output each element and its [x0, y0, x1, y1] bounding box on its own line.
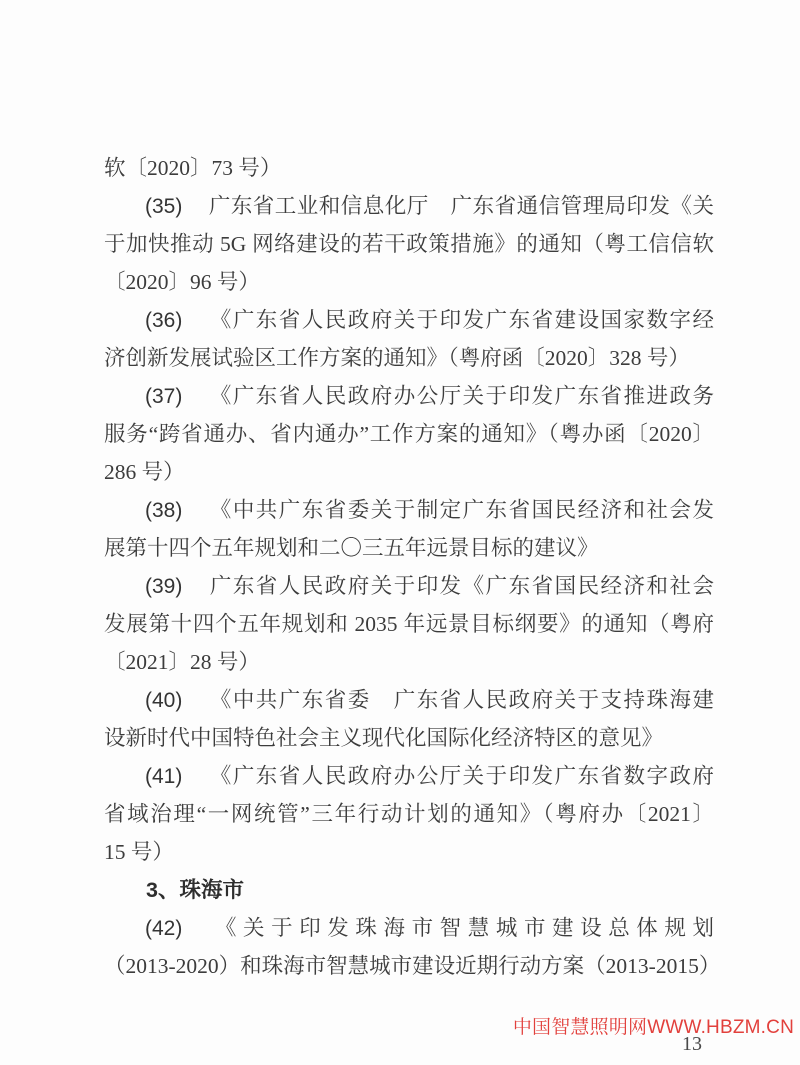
item-text: 《广东省人民政府关于印发广东省建设国家数字经 [208, 308, 714, 332]
item-text: 广东省工业和信息化厅 广东省通信管理局印发《关 [208, 194, 714, 218]
item-number: (40) [145, 689, 183, 712]
item-number: (36) [145, 309, 183, 332]
item-number: (35) [145, 195, 183, 218]
list-item-line: 济创新发展试验区工作方案的通知》（粤府函〔2020〕328 号） [104, 346, 690, 370]
section-heading: 3、珠海市 [146, 878, 244, 902]
list-item-line: 286 号） [104, 460, 185, 484]
item-text: 《广东省人民政府办公厅关于印发广东省数字政府 [208, 764, 714, 788]
item-number: (42) [145, 917, 183, 940]
list-item-line [104, 491, 714, 529]
list-item-line [104, 301, 714, 339]
item-number: (41) [145, 765, 183, 788]
list-item-line [104, 681, 714, 719]
item-text: 《关于印发珠海市智慧城市建设总体规划 [208, 916, 714, 940]
list-item-line [104, 377, 714, 415]
list-item-line: （2013-2020）和珠海市智慧城市建设近期行动方案（2013-2015） [104, 954, 721, 978]
item-number: (39) [145, 575, 183, 598]
item-text: 《中共广东省委关于制定广东省国民经济和社会发 [208, 498, 714, 522]
list-item-line: 〔2021〕28 号） [104, 650, 260, 674]
document-body [104, 149, 721, 985]
item-number: (37) [145, 385, 183, 408]
list-item-line: 省域治理“一网统管”三年行动计划的通知》（粤府办〔2021〕 [104, 802, 714, 826]
item-text: 广东省人民政府关于印发《广东省国民经济和社会 [208, 574, 714, 598]
list-item-line [104, 187, 714, 225]
list-item-line: 展第十四个五年规划和二〇三五年远景目标的建议》 [104, 536, 599, 560]
page-number: 13 [682, 1033, 702, 1055]
item-number: (38) [145, 499, 183, 522]
list-item-line: 设新时代中国特色社会主义现代化国际化经济特区的意见》 [104, 726, 664, 750]
item-text: 《中共广东省委 广东省人民政府关于支持珠海建 [208, 688, 714, 712]
list-item-line: 服务“跨省通办、省内通办”工作方案的通知》（粤办函〔2020〕 [104, 422, 714, 446]
list-item-line: 〔2020〕96 号） [104, 270, 260, 294]
list-item-line [104, 567, 714, 605]
list-item-line [104, 757, 714, 795]
item-text: 《广东省人民政府办公厅关于印发广东省推进政务 [208, 384, 714, 408]
watermark-text: 中国智慧照明网WWW.HBZM.CN [512, 1017, 794, 1038]
list-item-line: 发展第十四个五年规划和 2035 年远景目标纲要》的通知（粤府 [104, 612, 714, 636]
paragraph-continuation-line: 软〔2020〕73 号） [104, 156, 282, 180]
list-item-line: 于加快推动 5G 网络建设的若干政策措施》的通知（粤工信信软 [104, 232, 714, 256]
list-item-line: 15 号） [104, 840, 174, 864]
list-item-line [104, 909, 714, 947]
